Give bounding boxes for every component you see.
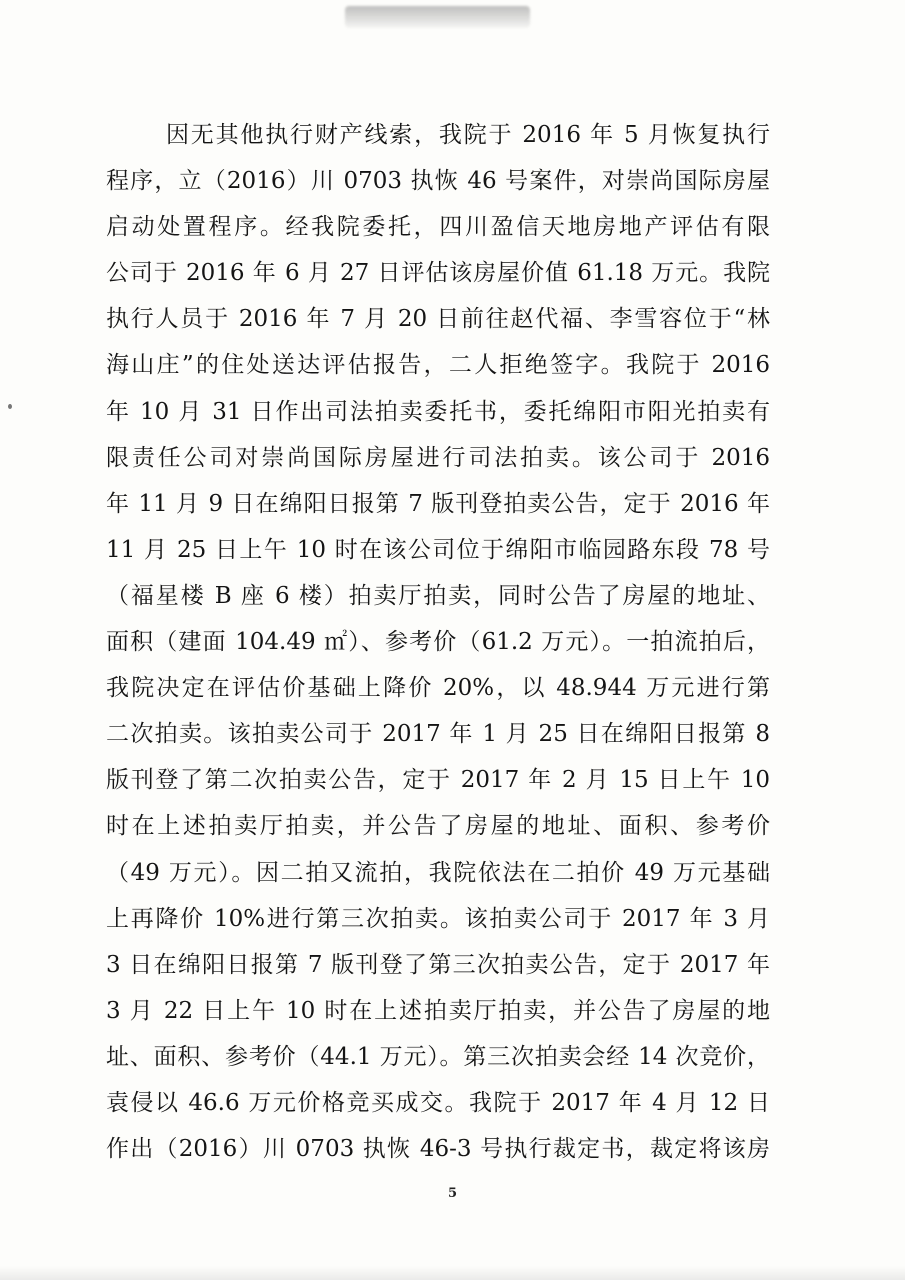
text-line: 公司于 2016 年 6 月 27 日评估该房屋价值 61.18 万元。我院 <box>106 260 770 287</box>
text-line: 11 月 25 日上午 10 时在该公司位于绵阳市临园路东段 78 号 <box>106 536 770 563</box>
text-line: 上再降价 10%进行第三次拍卖。该拍卖公司于 2017 年 3 月 <box>106 905 770 932</box>
text-line: 3 月 22 日上午 10 时在上述拍卖厅拍卖，并公告了房屋的地 <box>106 997 770 1024</box>
text-line: 限责任公司对崇尚国际房屋进行司法拍卖。该公司于 2016 <box>106 444 770 471</box>
text-line: 因无其他执行财产线索，我院于 2016 年 5 月恢复执行 <box>166 122 770 148</box>
page-number: 5 <box>447 1186 458 1201</box>
text-line: 袁侵以 46.6 万元价格竞买成交。我院于 2017 年 4 月 12 日 <box>106 1089 770 1116</box>
text-line: （福星楼 B 座 6 楼）拍卖厅拍卖，同时公告了房屋的地址、 <box>106 582 770 609</box>
text-line: 程序，立（2016）川 0703 执恢 46 号案件，对崇尚国际房屋 <box>106 168 770 195</box>
text-line: 址、面积、参考价（44.1 万元）。第三次拍卖会经 14 次竞价， <box>106 1043 770 1070</box>
text-line: 海山庄”的住处送达评估报告，二人拒绝签字。我院于 2016 <box>106 352 770 379</box>
scan-smudge <box>345 6 530 28</box>
scan-edge <box>0 1266 905 1280</box>
text-line: 年 10 月 31 日作出司法拍卖委托书，委托绵阳市阳光拍卖有 <box>106 398 770 425</box>
body-paragraph <box>106 112 770 1172</box>
text-line: 时在上述拍卖厅拍卖，并公告了房屋的地址、面积、参考价 <box>106 813 770 840</box>
text-line: 启动处置程序。经我院委托，四川盈信天地房地产评估有限 <box>106 214 770 241</box>
text-line: 我院决定在评估价基础上降价 20%，以 48.944 万元进行第 <box>106 675 770 702</box>
text-line: 作出（2016）川 0703 执恢 46-3 号执行裁定书，裁定将该房 <box>106 1136 770 1163</box>
text-line: 年 11 月 9 日在绵阳日报第 7 版刊登拍卖公告，定于 2016 年 <box>106 490 770 517</box>
scan-speck <box>8 404 12 409</box>
text-line: （49 万元）。因二拍又流拍，我院依法在二拍价 49 万元基础 <box>106 859 770 886</box>
text-line: 二次拍卖。该拍卖公司于 2017 年 1 月 25 日在绵阳日报第 8 <box>106 721 770 748</box>
text-line: 版刊登了第二次拍卖公告，定于 2017 年 2 月 15 日上午 10 <box>106 767 770 794</box>
text-line: 执行人员于 2016 年 7 月 20 日前往赵代福、李雪容位于“林 <box>106 306 770 333</box>
text-line: 3 日在绵阳日报第 7 版刊登了第三次拍卖公告，定于 2017 年 <box>106 951 770 978</box>
text-line: 面积（建面 104.49 ㎡）、参考价（61.2 万元）。一拍流拍后， <box>106 629 770 656</box>
